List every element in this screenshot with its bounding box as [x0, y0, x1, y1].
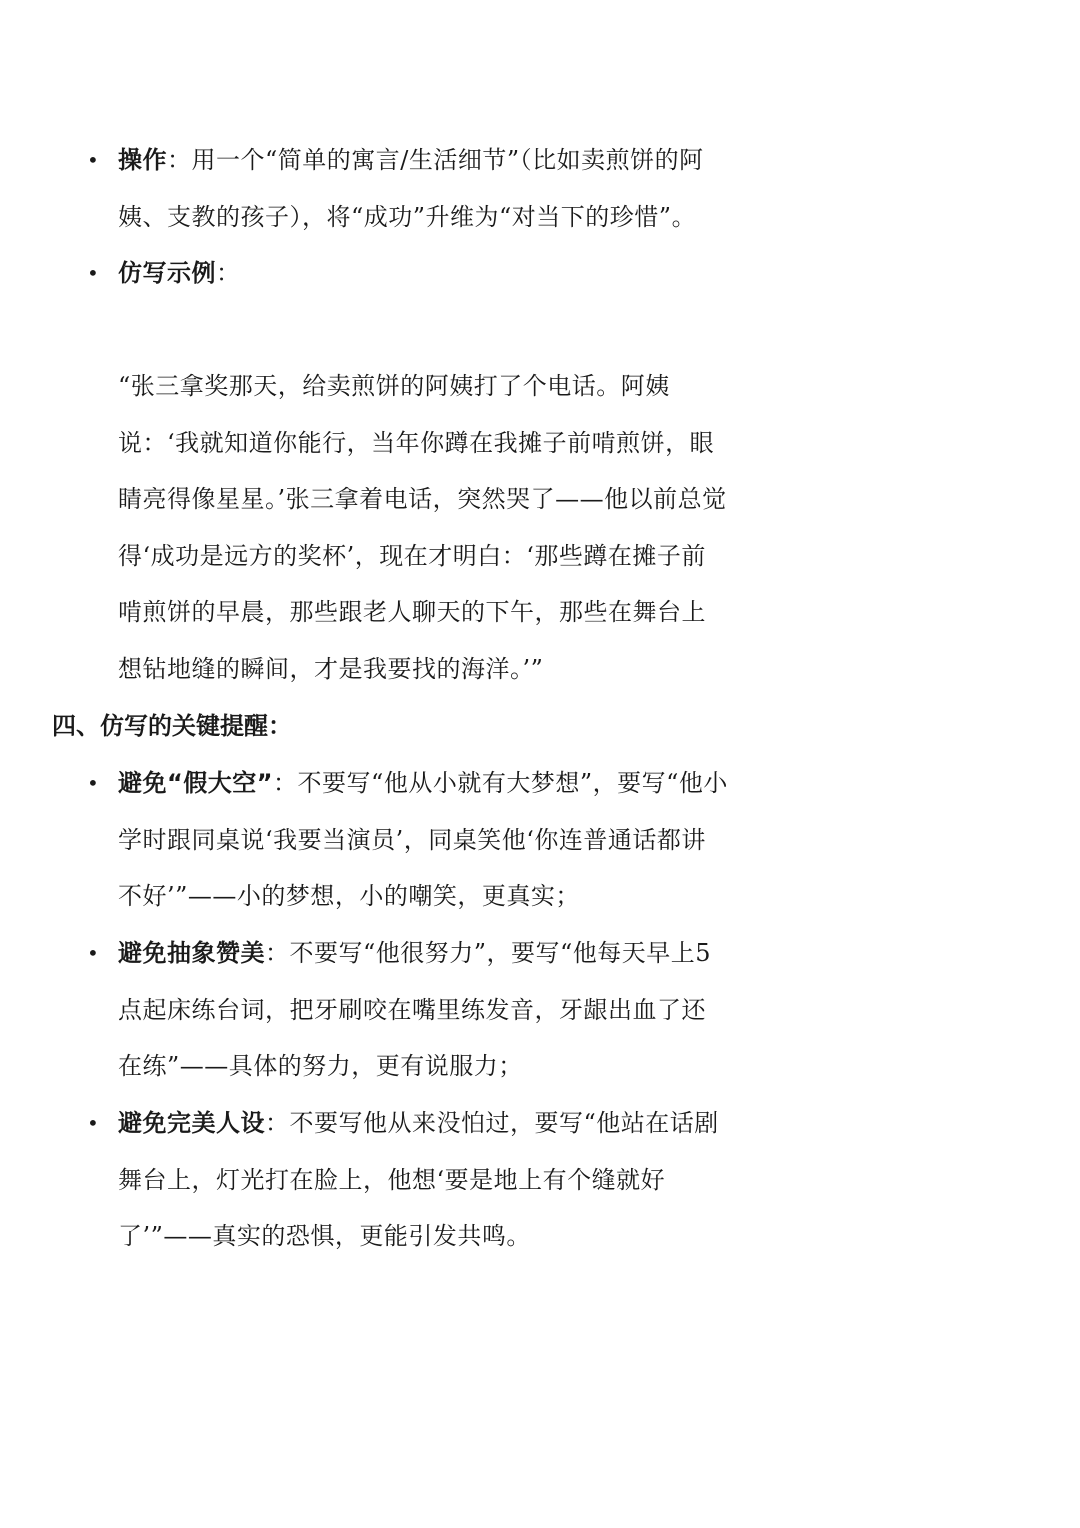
- bullet-text: 不要写“他从小就有大梦想”，要写“他小学时跟同桌说‘我要当演员’，同桌笑他‘你连普通话都讲不好’”——小的梦想，小的嘲笑，更真实；: [118, 769, 728, 910]
- bullet-dot: •: [87, 941, 100, 965]
- bullet-item-example: [87, 245, 728, 302]
- bullet-dot: •: [87, 771, 100, 795]
- bullet-label: 避免完美人设: [118, 1109, 265, 1137]
- bullet-text: 用一个“简单的寓言/生活细节”（比如卖煎饼的阿姨、支教的孩子），将“成功”升维为“对当下的珍惜”。: [118, 146, 704, 231]
- bullet-colon: ：: [216, 259, 241, 287]
- bullet-label: 仿写示例: [118, 259, 216, 287]
- bullet-colon: ：: [167, 146, 192, 174]
- bullet-text: 不要写他从来没怕过，要写“他站在话剧舞台上，灯光打在脸上，他想‘要是地上有个缝就好了’”——真实的恐惧，更能引发共鸣。: [118, 1109, 719, 1250]
- bullet-label: 操作: [118, 146, 167, 174]
- example-quote: “张三拿奖那天，给卖煎饼的阿姨打了个电话。阿姨说：‘我就知道你能行，当年你蹲在我摊子前啃煎饼，眼睛亮得像星星。’张三拿着电话，突然哭了——他以前总觉得‘成功是远方的奖杯’，现在才明白：‘那些蹲在摊子前啃煎饼的早晨，那些跟老人聊天的下午，那些在舞台上想钻地缝的瞬间，才是我要找的海洋。’”: [118, 372, 727, 683]
- bullet-text: 不要写“他很努力”，要写“他每天早上5点起床练台词，把牙刷咬在嘴里练发音，牙龈出血了还在练”——具体的努力，更有说服力；: [118, 939, 712, 1080]
- bullet-label: 避免“假大空”: [118, 769, 274, 797]
- section-heading: 四、仿写的关键提醒：: [52, 712, 292, 740]
- bullet-item-avoid-abstract: [87, 925, 728, 1095]
- bullet-colon: ：: [273, 769, 298, 797]
- bullet-colon: ：: [265, 939, 290, 967]
- bullet-dot: •: [87, 148, 100, 172]
- bullet-colon: ：: [265, 1109, 290, 1137]
- bullet-item-avoid-perfect: [87, 1095, 728, 1265]
- bullet-dot: •: [87, 1111, 100, 1135]
- bullet-item-avoid-empty: [87, 755, 728, 925]
- bullet-dot: •: [87, 261, 100, 285]
- bullet-label: 避免抽象赞美: [118, 939, 265, 967]
- bullet-item-operation: [87, 132, 728, 245]
